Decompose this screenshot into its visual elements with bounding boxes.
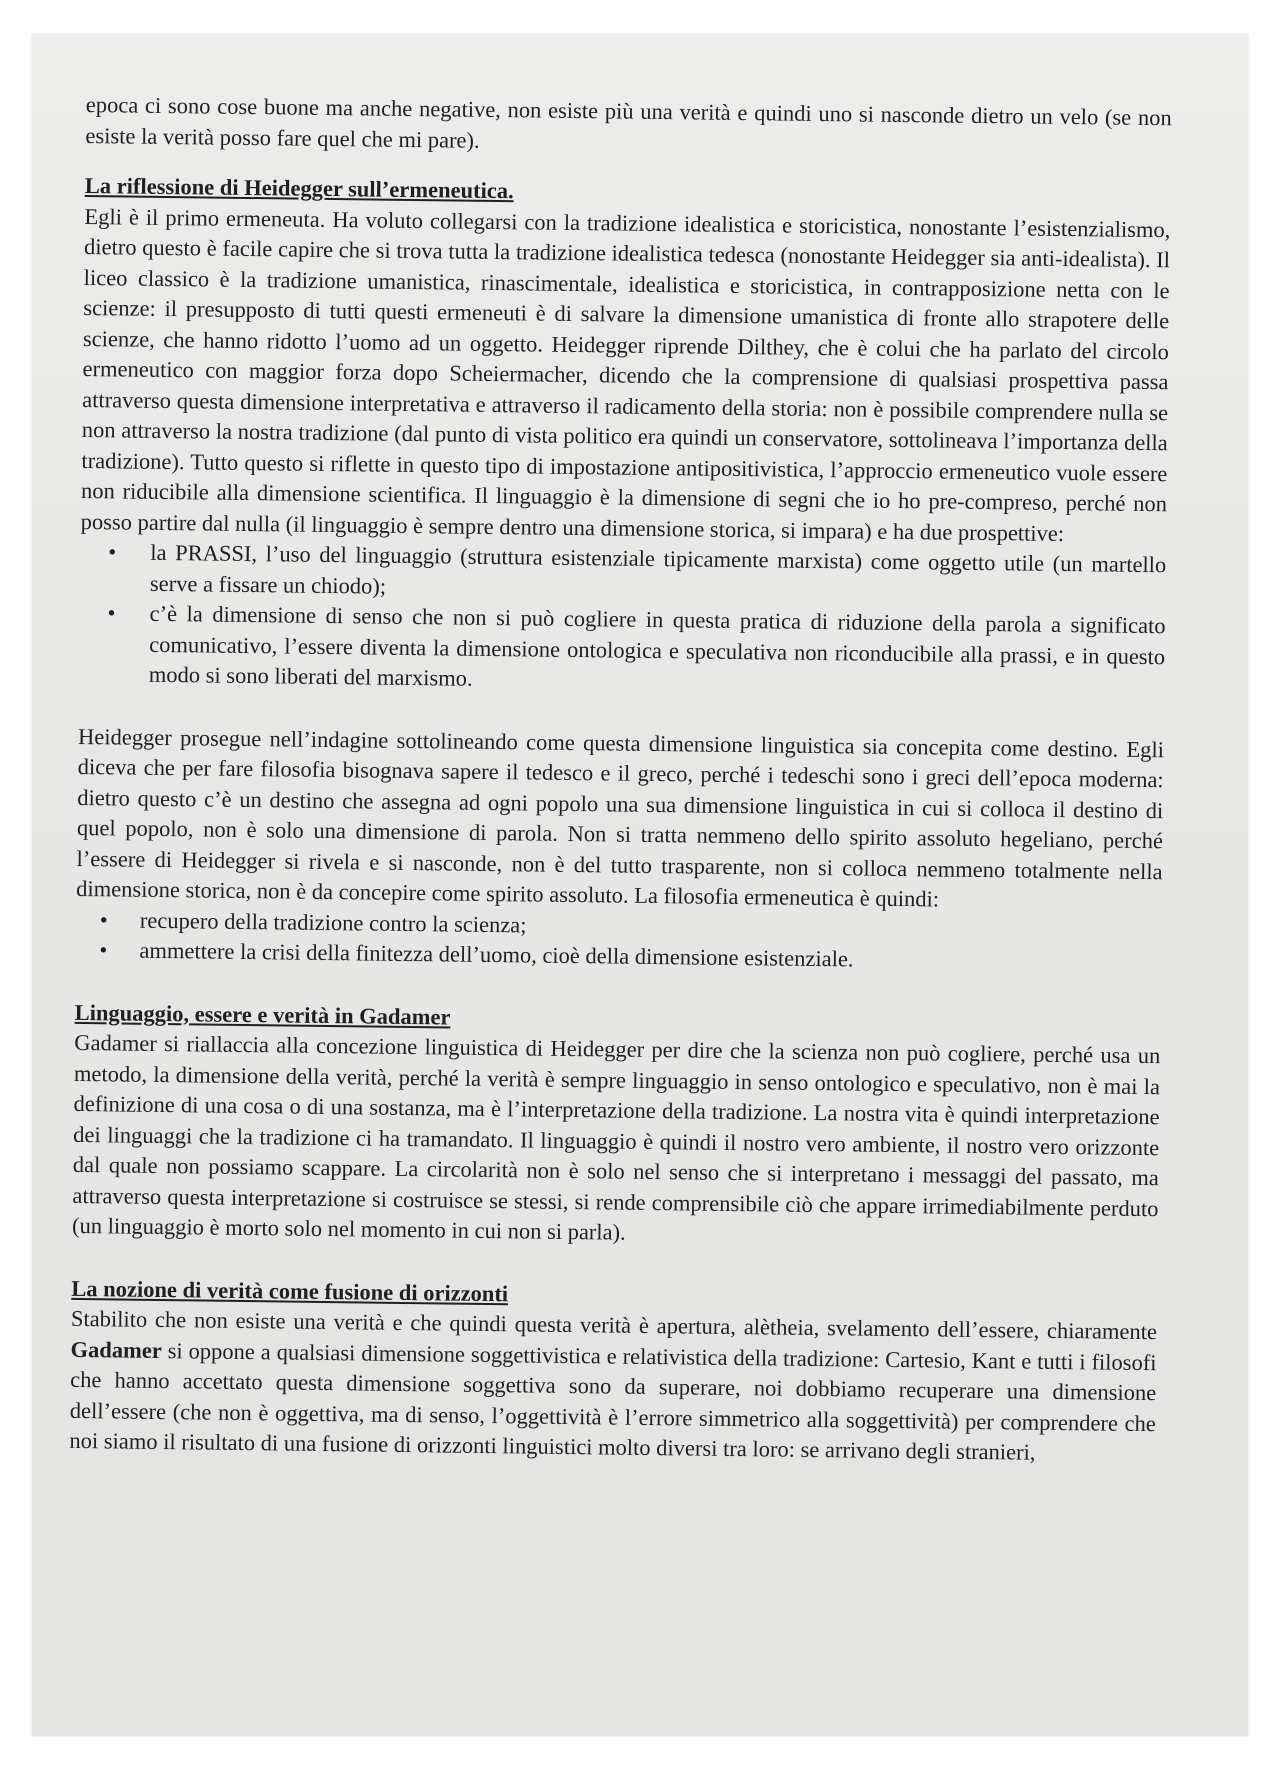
fusione-text-after: si oppone a qualsiasi dimensione soggettivistica e relativistica della tradizione: Cartesio, Kant e tutti i filosofi che hanno accettato questa dimensione soggettiva sono da superare, noi dobbiamo recuperare una dimensione dell’essere (che non è oggettiva, ma di senso, l’oggettività è l’errore simmetrico alla soggettività) per comprendere che noi siamo il risultato di una fusione di orizzonti linguistici molto diversi tra loro: se arrivano degli stranieri, — [69, 1337, 1157, 1465]
intro-paragraph: epoca ci sono cose buone ma anche negative, non esiste più una verità e quindi uno si nasconde dietro un velo (se non esiste la verità posso fare quel che mi pare). — [85, 91, 1172, 153]
heidegger-bullet-list — [79, 537, 1167, 703]
gadamer-paragraph: Gadamer si riallaccia alla concezione linguistica di Heidegger per dire che la scienza non può cogliere, perché usa un metodo, la dimensione della verità, perché la verità è sempre linguaggio in senso ontologico e speculativo, non è mai la definizione di una cosa o di una sostanza, ma è l’interpretazione della tradizione. La nostra vita è quindi interpretazione dei linguaggi che la tradizione ci ha tramandato. Il linguaggio è quindi il nostro vero ambiente, il nostro vero orizzonte dal quale non possiamo scappare. La circolarità non è solo nel senso che si interpretano i messaggi del passato, ma attraverso questa interpretazione si costruisce se stessi, si rende comprensibile ciò che appare irrimediabilmente perduto (un linguaggio è morto solo nel momento in cui non si parla). — [71, 1029, 1161, 1245]
heidegger-paragraph-2: Heidegger prosegue nell’indagine sottolineando come questa dimensione linguistica sia concepita come destino. Egli diceva che per fare filosofia bisognava sapere il tedesco e il greco, perché i tedeschi sono i greci dell’epoca moderna: dietro questo c’è un destino che assegna ad ogni popolo una sua dimensione linguistica in cui si colloca il destino di quel popolo, non è solo una dimensione di parola. Non si tratta nemmeno dello spirito assoluto hegeliano, perché l’essere di Heidegger si rivela e si nasconde, non è del tutto trasparente, non si colloca nemmeno totalmente nella dimensione storica, non è da concepire come spirito assoluto. La filosofia ermeneutica è quindi: — [76, 723, 1165, 912]
fusione-bold-name: Gadamer — [70, 1336, 162, 1363]
list-item — [79, 598, 1166, 703]
bullet-icon: • — [99, 906, 108, 932]
page-content — [69, 90, 1172, 1470]
fusione-text-before: Stabilito che non esiste una verità e che quindi questa verità è apertura, alètheia, svelamento dell’essere, chiaramente — [70, 1305, 1158, 1345]
document-page — [32, 34, 1248, 1736]
bullet-icon: • — [99, 937, 108, 963]
list-item-text: la PRASSI, l’uso del linguaggio (struttura esistenziale tipicamente marxista) come oggetto utile (un martello serve a fissare un chiodo); — [149, 539, 1167, 599]
bullet-icon: • — [107, 600, 116, 626]
heading-gadamer: Linguaggio, essere e verità in Gadamer — [74, 999, 451, 1030]
heading-fusione: La nozione di verità come fusione di orizzonti — [71, 1275, 509, 1306]
fusione-paragraph — [69, 1304, 1157, 1470]
list-item-text: c’è la dimensione di senso che non si può cogliere in questa pratica di riduzione della parola a significato comunicativo, l’essere diventa la dimensione ontologica e speculativa non riconducibile alla prassi, e in questo modo si sono liberati del marxismo. — [148, 600, 1166, 691]
heidegger-paragraph: Egli è il primo ermeneuta. Ha voluto collegarsi con la tradizione idealistica e storicistica, nonostante l’esistenzialismo, dietro questo è facile capire che si trova tutta la tradizione idealistica tedesca (nonostante Heidegger sia anti-idealista). Il liceo classico è la tradizione umanistica, rinascimentale, idealistica e storicistica, in contrapposizione netta con le scienze: il presupposto di tutti questi ermeneuti è di salvare la dimensione umanistica di fronte allo strapotere delle scienze, che hanno ridotto l’uomo ad un oggetto. Heidegger riprende Dilthey, che è colui che ha parlato del circolo ermeneutico con maggior forza dopo Scheiermacher, dicendo che la comprensione di qualsiasi prospettiva passa attraverso questa dimensione interpretativa e attraverso il radicamento della storia: non è possibile comprendere nulla se non attraverso la nostra tradizione (dal punto di vista politico era quindi un conservatore, sottolineava l’importanza della tradizione). Tutto questo si riflette in questo tipo di impostazione antipositivistica, l’approccio ermeneutico vuole essere non riducibile alla dimensione scientifica. Il linguaggio è la dimensione di segni che io ho pre-compreso, perché non posso partire dal nulla (il linguaggio è sempre dentro una dimensione storica, si impara) e ha due prospettive: — [80, 203, 1171, 546]
list-item-text: recupero della tradizione contro la scienza; — [139, 907, 527, 937]
heading-heidegger: La riflessione di Heidegger sull’ermeneutica. — [84, 172, 514, 204]
list-item-text: ammettere la crisi della finitezza dell’uomo, cioè della dimensione esistenziale. — [139, 937, 854, 972]
bullet-icon: • — [108, 539, 117, 565]
